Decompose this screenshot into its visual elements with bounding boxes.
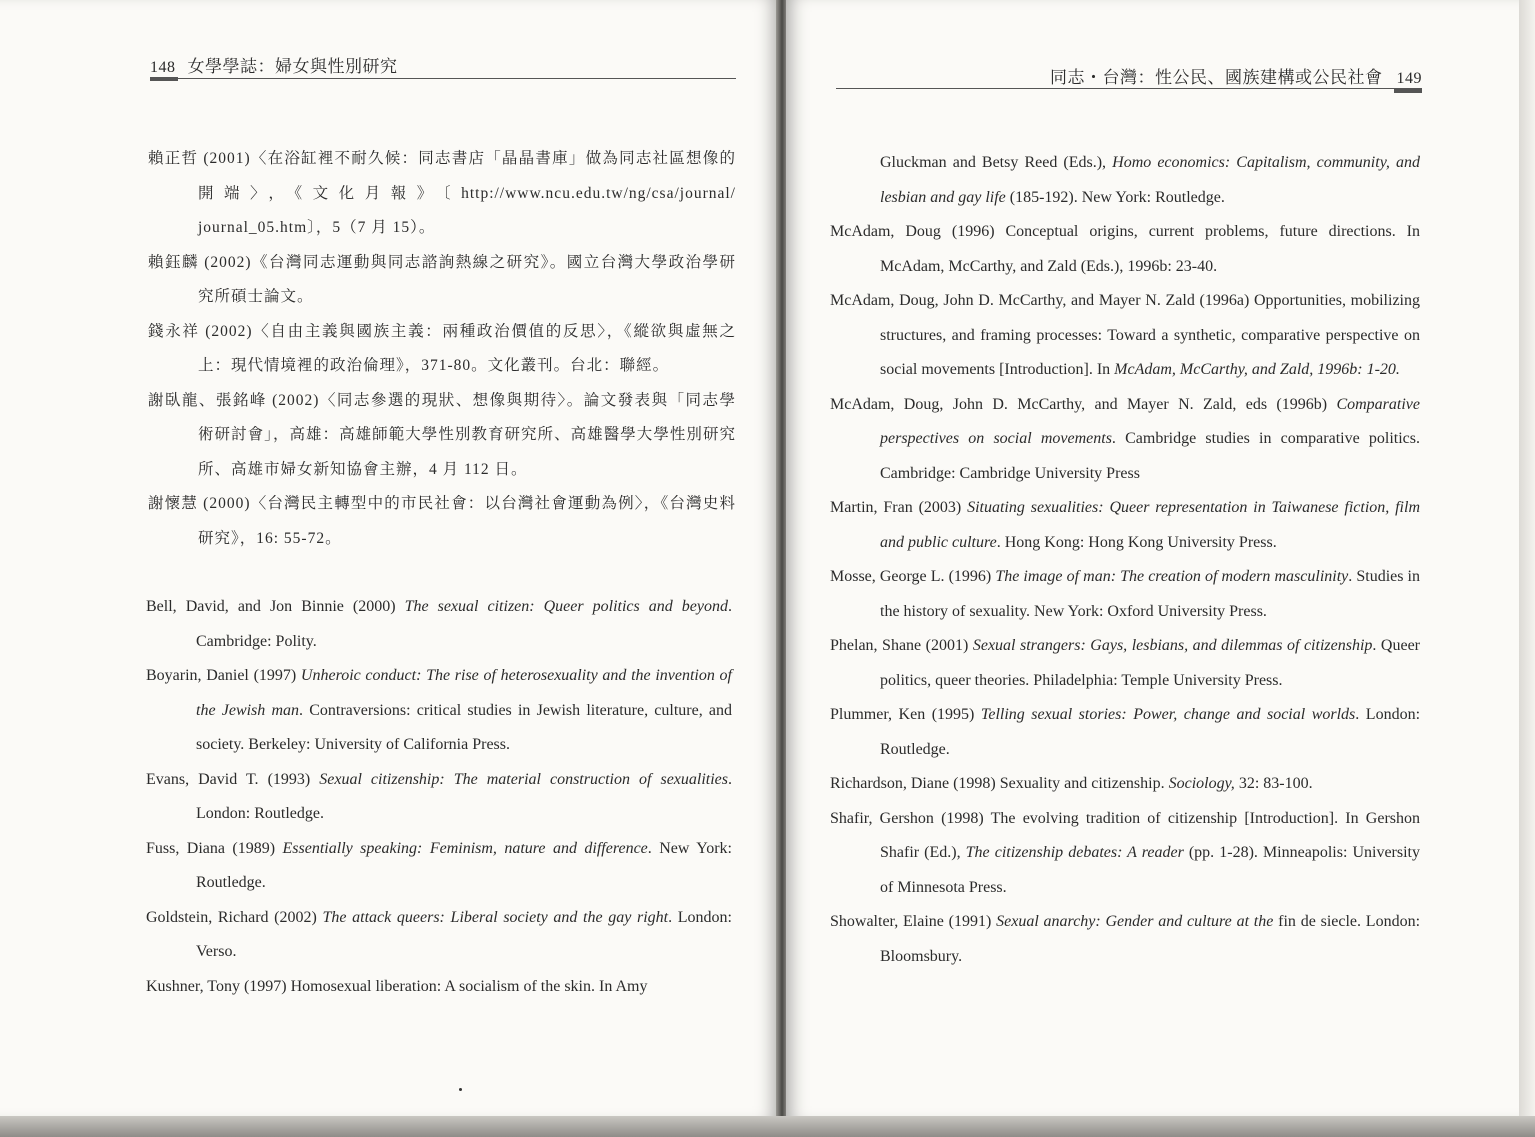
reference-text: . Cambridge: Polity.: [196, 598, 733, 650]
reference-martin: [830, 491, 1420, 560]
reference-text: Richardson, Diane (1998) Sexuality and citizenship.: [830, 775, 1169, 792]
reference-title: Situating sexualities: Queer representation in Taiwanese fiction, film and public culture: [880, 499, 1421, 551]
reference-text: (pp. 1-28). Minneapolis: University of Minnesota Press.: [880, 844, 1421, 896]
running-title-left: 女學學誌：婦女與性別研究: [187, 57, 398, 76]
reference-mosse: [830, 560, 1420, 629]
reference-text: . New York: Routledge.: [196, 839, 732, 891]
chinese-reference-list: [148, 142, 736, 556]
reference-text: . Cambridge studies in comparative politics. Cambridge: Cambridge University Press: [880, 430, 1420, 482]
reference-boyarin: [146, 659, 732, 763]
right-running-head: [1050, 63, 1422, 88]
left-running-head: [150, 52, 736, 77]
header-rule-left: [150, 78, 736, 79]
reference-title: Comparative perspectives on social movements: [880, 395, 1420, 447]
header-rule-mark-right: [1394, 89, 1422, 93]
reference-title: The image of man: The creation of modern masculinity: [995, 568, 1349, 585]
header-rule-right: [836, 88, 1422, 89]
english-reference-list-right: [830, 146, 1420, 974]
reference-text: . London: Routledge.: [196, 770, 732, 822]
reference-text: Evans, David T. (1993): [146, 770, 320, 788]
reference-showalter: [830, 905, 1420, 974]
reference-richardson: [830, 767, 1420, 802]
reference-title: Sexual anarchy: Gender and culture at the: [996, 913, 1274, 930]
page-edge-right: [1519, 0, 1535, 1137]
reference-text: . Hong Kong: Hong Kong University Press.: [996, 533, 1277, 551]
reference-mcadam-1996b: [830, 388, 1420, 492]
reference-text: 謝臥龍、張銘峰 (2002)〈同志參選的現狀、想像與期待〉。論文發表與「同志學術研討會」，高雄：高雄師範大學性別教育研究所、高雄醫學大學性別研究所、高雄市婦女新知協會主辦，4 月 112 日。: [148, 391, 736, 478]
left-page: [0, 0, 778, 1118]
reference-title: Sociology,: [1168, 775, 1235, 792]
header-rule-mark-left: [150, 77, 178, 81]
reference-text: Fuss, Diana (1989): [146, 839, 283, 857]
reference-text: McAdam, Doug, John D. McCarthy, and Mayer N. Zald, eds (1996b): [830, 395, 1337, 413]
reference-text: 賴正哲 (2001)〈在浴缸裡不耐久候：同志書店「晶晶書庫」做為同志社區想像的開端〉，《文化月報》〔http://www.ncu.edu.tw/ng/csa/journal/ journal_05.htm〕，5（7 月 15）。: [148, 150, 736, 236]
reference-title: Telling sexual stories: Power, change and social worlds: [980, 706, 1356, 723]
reference-lai-zhengzhe: [148, 142, 736, 246]
reference-kushner-cont: [830, 146, 1420, 215]
reference-text: Boyarin, Daniel (1997): [146, 667, 301, 684]
reference-text: Goldstein, Richard (2002): [146, 908, 323, 926]
page-number-right: 149: [1396, 70, 1422, 87]
reference-text: Gluckman and Betsy Reed (Eds.),: [880, 154, 1113, 171]
reference-goldstein: [146, 901, 732, 970]
reference-mcadam-1996a: [830, 284, 1420, 388]
reference-text: 32: 83-100.: [1234, 775, 1313, 792]
reference-xie-wolong: [148, 384, 736, 488]
reference-text: 謝懷慧 (2000)〈台灣民主轉型中的市民社會：以台灣社會運動為例〉，《台灣史料研究》，16: 55-72。: [148, 495, 736, 547]
right-page: [786, 0, 1520, 1118]
reference-text: (185-192). New York: Routledge.: [1005, 188, 1225, 206]
reference-text: Martin, Fran (2003): [830, 499, 968, 516]
reference-text: Bell, David, and Jon Binnie (2000): [146, 598, 405, 615]
reference-xie-huaihui: [148, 487, 736, 556]
print-speck: [459, 1088, 462, 1091]
english-reference-list-left: [146, 590, 732, 1004]
reference-title: Essentially speaking: Feminism, nature and difference: [282, 839, 648, 857]
reference-kushner: [146, 970, 732, 1005]
reference-text: Mosse, George L. (1996): [830, 568, 996, 585]
reference-text: Kushner, Tony (1997) Homosexual liberation: A socialism of the skin. In Amy: [146, 977, 648, 995]
reference-qian-yongxiang: [148, 315, 736, 384]
reference-text: Shafir, Gershon (1998) The evolving tradition of citizenship [Introduction]. In Gershon Shafir (Ed.),: [830, 809, 1420, 861]
reference-mcadam-1996: [830, 215, 1420, 284]
reference-text: McAdam, Doug (1996) Conceptual origins, current problems, future directions. In McAdam, McCarthy, and Zald (Eds.), 1996b: 23-40.: [830, 223, 1420, 275]
reference-title: The attack queers: Liberal society and the gay right: [322, 908, 669, 926]
reference-title: Sexual strangers: Gays, lesbians, and dilemmas of citizenship: [972, 637, 1373, 654]
reference-text: . Contraversions: critical studies in Jewish literature, culture, and society. Berkeley: University of California Press.: [196, 701, 732, 753]
reference-title: McAdam, McCarthy, and Zald, 1996b: 1-20.: [1114, 361, 1400, 378]
reference-fuss: [146, 832, 732, 901]
reference-title: Unheroic conduct: The rise of heterosexuality and the invention of the Jewish man: [196, 667, 732, 719]
reference-text: . London: Verso.: [196, 908, 732, 960]
reference-text: 賴鈺麟 (2002)《台灣同志運動與同志諮詢熱線之研究》。國立台灣大學政治學研究所碩士論文。: [148, 253, 736, 305]
running-title-right: 同志・台灣：性公民、國族建構或公民社會: [1050, 68, 1383, 87]
reference-text: 錢永祥 (2002)〈自由主義與國族主義：兩種政治價值的反思〉，《縱欲與虛無之上：現代情境裡的政治倫理》，371-80。文化叢刊。台北：聯經。: [148, 322, 736, 374]
reference-text: . London: Routledge.: [880, 706, 1421, 758]
reference-text: . Studies in the history of sexuality. New York: Oxford University Press.: [880, 568, 1420, 620]
reference-text: Plummer, Ken (1995): [830, 706, 981, 723]
reference-title: The citizenship debates: A reader: [965, 844, 1184, 861]
reference-plummer: [830, 698, 1420, 767]
reference-shafir: [830, 802, 1420, 906]
page-edge-bottom: [0, 1116, 1535, 1137]
reference-text: Phelan, Shane (2001): [830, 637, 973, 654]
reference-bell: [146, 590, 732, 659]
reference-title: Sexual citizenship: The material construction of sexualities: [319, 770, 728, 788]
reference-evans: [146, 763, 732, 832]
reference-title: The sexual citizen: Queer politics and beyond: [404, 598, 729, 615]
reference-text: McAdam, Doug, John D. McCarthy, and Mayer N. Zald (1996a) Opportunities, mobilizing structures, and framing processes: Toward a synthetic, comparative perspective on social movements [Introduction]. In: [830, 292, 1420, 378]
reference-phelan: [830, 629, 1420, 698]
reference-text: fin de siecle. London: Bloomsbury.: [880, 913, 1421, 965]
reference-title: Homo economics: Capitalism, community, and lesbian and gay life: [880, 154, 1420, 206]
reference-text: Showalter, Elaine (1991): [830, 913, 997, 930]
reference-text: . Queer politics, queer theories. Philadelphia: Temple University Press.: [880, 637, 1421, 689]
reference-lai-yulin: [148, 246, 736, 315]
page-number-left: 148: [150, 59, 176, 76]
